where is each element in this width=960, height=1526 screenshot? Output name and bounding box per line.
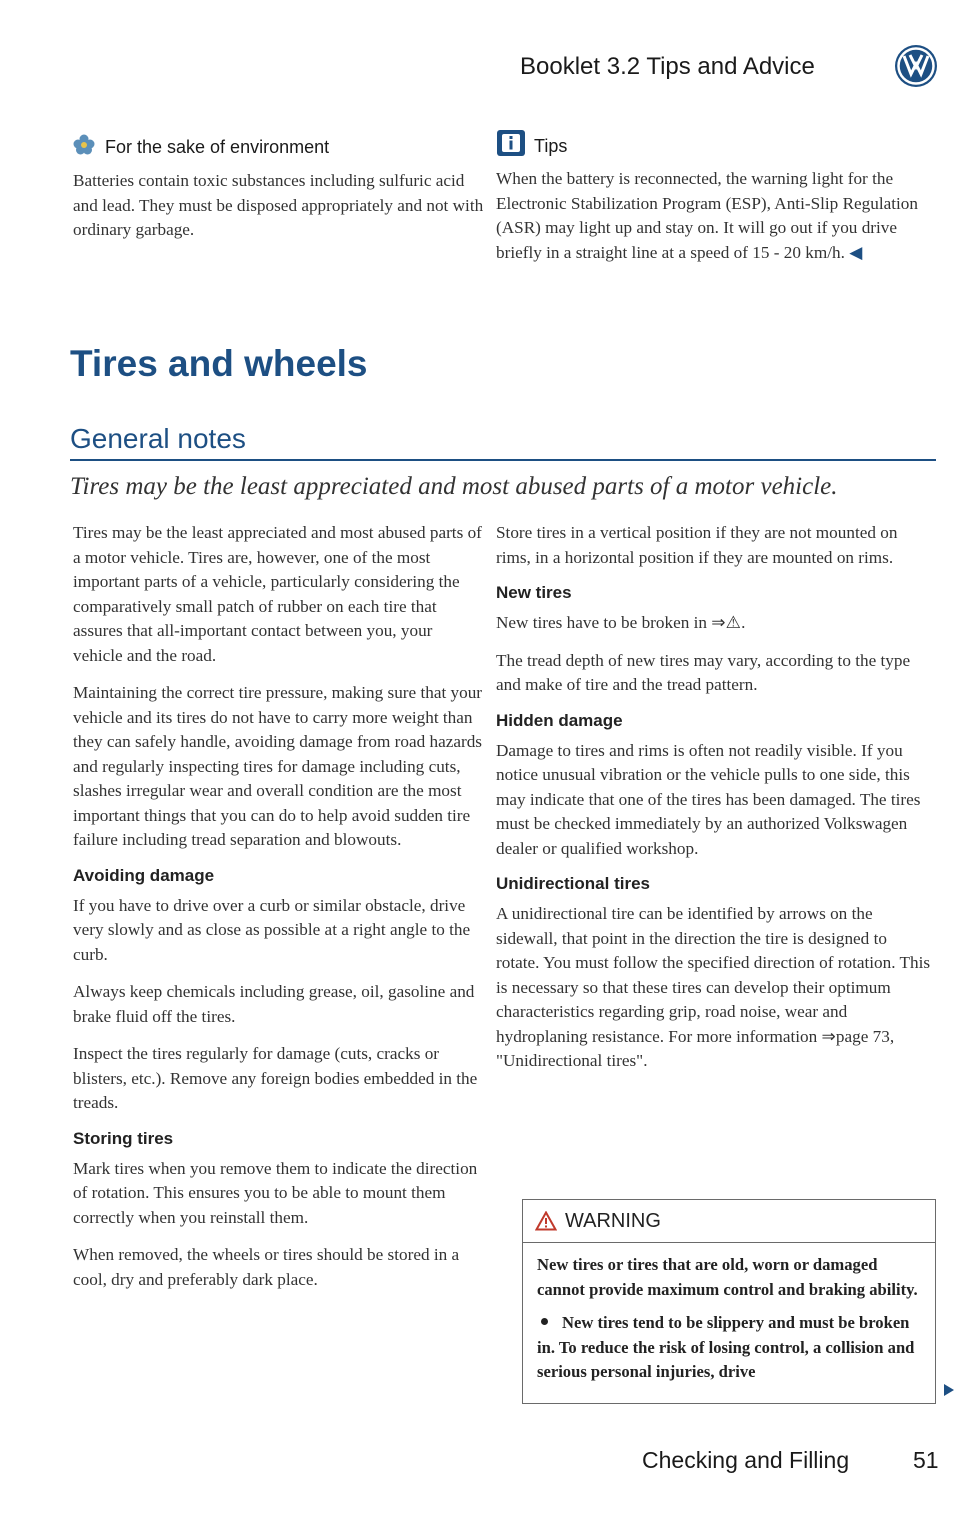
paragraph: The tread depth of new tires may vary, according to the type and make of tire and the tread pattern. bbox=[496, 650, 911, 694]
storing-tires-heading: Storing tires bbox=[73, 1128, 174, 1148]
paragraph: Damage to tires and rims is often not readily visible. If you notice unusual vibration or the vehicle pulls to one side, this may indicate that one of the tires has been damaged. The tires must be checked immediately by an authorized Volkswagen dealer or qualified workshop. bbox=[496, 740, 921, 858]
section-divider bbox=[70, 459, 936, 461]
paragraph: Store tires in a vertical position if they are not mounted on rims, in a horizontal position if they are mounted on rims. bbox=[496, 523, 898, 567]
paragraph: A unidirectional tire can be identified by arrows on the sidewall, that point in the direction the tire is designed to rotate. You must follow the specified direction of rotation. This is necessary so that these tires can develop their optimum characteristics regarding grip, road noise, wear and hydroplaning resistance. For more information ⇒page 73, "Unidirectional tires". bbox=[496, 904, 931, 1070]
warning-heading: WARNING bbox=[565, 1209, 661, 1232]
paragraph: If you have to drive over a curb or similar obstacle, drive very slowly and as close as possible at a right angle to the curb. bbox=[73, 895, 471, 964]
section-title: Tires and wheels bbox=[70, 343, 368, 384]
hidden-damage-heading: Hidden damage bbox=[496, 710, 623, 730]
footer-chapter-title: Checking and Filling bbox=[642, 1447, 850, 1473]
tips-note bbox=[496, 167, 934, 278]
environment-heading: For the sake of environment bbox=[105, 137, 330, 157]
warning-text: New tires or tires that are old, worn or damaged cannot provide maximum control and braking ability. bbox=[537, 1255, 918, 1299]
tips-text: When the battery is reconnected, the warning light for the Electronic Stabilization Program (ESP), Anti-Slip Regulation (ASR) may light up and stay on. It will go out if you drive briefly in a straight line at a speed of 15 - 20 km/h. ◀ bbox=[496, 169, 918, 262]
paragraph: When removed, the wheels or tires should be stored in a cool, dry and preferably dark place. bbox=[73, 1245, 460, 1289]
paragraph: Inspect the tires regularly for damage (cuts, cracks or blisters, etc.). Remove any foreign bodies embedded in the treads. bbox=[73, 1044, 478, 1112]
warning-header bbox=[523, 1200, 935, 1243]
paragraph: Tires may be the least appreciated and most abused parts of a motor vehicle. Tires are, however, one of the most important parts of a vehicle, particularly considering the comparatively small patch of rubber on each tire that assures that all-important contact between you, your vehicle and the road. bbox=[73, 523, 482, 665]
warning-box bbox=[522, 1199, 936, 1404]
end-marker-icon: ◀ bbox=[849, 242, 863, 262]
paragraph: New tires have to be broken in ⇒⚠. bbox=[496, 613, 746, 632]
unidirectional-tires-heading: Unidirectional tires bbox=[496, 874, 650, 893]
subsection-title: General notes bbox=[70, 423, 246, 454]
left-column bbox=[73, 521, 485, 1305]
booklet-header-title: Booklet 3.2 Tips and Advice bbox=[520, 53, 815, 80]
intro-line: Tires may be the least appreciated and most abused parts of a motor vehicle. bbox=[70, 473, 838, 500]
tips-heading: Tips bbox=[534, 136, 568, 156]
environment-note bbox=[73, 169, 485, 256]
paragraph: Always keep chemicals including grease, oil, gasoline and brake fluid off the tires. bbox=[73, 982, 475, 1026]
paragraph: Mark tires when you remove them to indicate the direction of rotation. This ensures you to be able to mount them correctly when you reinstall them. bbox=[73, 1158, 478, 1227]
bullet-icon bbox=[541, 1318, 548, 1325]
info-icon bbox=[496, 129, 526, 157]
new-tires-heading: New tires bbox=[496, 583, 572, 602]
warning-triangle-icon bbox=[535, 1211, 557, 1231]
warning-body bbox=[523, 1243, 935, 1385]
avoiding-damage-heading: Avoiding damage bbox=[73, 865, 215, 885]
right-column bbox=[496, 521, 934, 1087]
environment-text: Batteries contain toxic substances including sulfuric acid and lead. They must be disposed appropriately and not with ordinary garbage. bbox=[73, 171, 484, 239]
page-number: 51 bbox=[913, 1447, 939, 1473]
continue-arrow-icon bbox=[943, 1383, 955, 1397]
environment-flower-icon bbox=[72, 133, 96, 157]
warning-bullet-item: New tires tend to be slippery and must be broken in. To reduce the risk of losing control, a collision and serious personal injuries, drive bbox=[537, 1313, 915, 1381]
paragraph: Maintaining the correct tire pressure, making sure that your vehicle and its tires do not have to carry more weight than they can safely handle, avoiding damage from road hazards and regularly inspecting tires for damage including cuts, slashes irregular wear and overall condition are the most important things that you can do to help avoid sudden tire failure including tread separation and blowouts. bbox=[73, 683, 483, 849]
vw-logo-icon bbox=[894, 44, 938, 88]
